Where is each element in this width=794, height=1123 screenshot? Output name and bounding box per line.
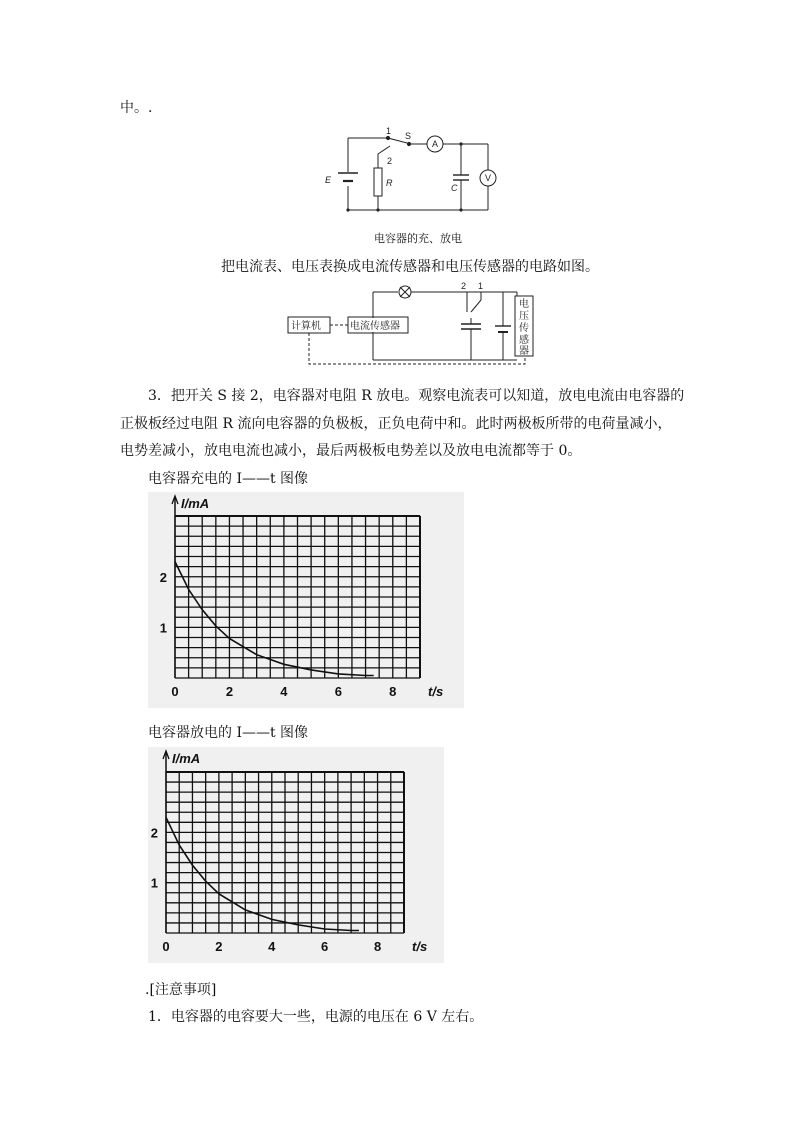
para3-line1: 3．把开关 S 接 2，电容器对电阻 R 放电。观察电流表可以知道，放电电流由电容器的 xyxy=(148,388,685,404)
para3-line3: 电势差减小，放电电流也减小，最后两极板电势差以及放电电流都等于 0。 xyxy=(120,443,582,459)
x-tick-label: 6 xyxy=(321,939,329,954)
x-tick-label: 8 xyxy=(389,684,397,699)
x-tick-label: 0 xyxy=(171,684,179,699)
y-axis-label: I/mA xyxy=(172,751,201,766)
x-axis-label: t/s xyxy=(428,684,444,699)
resistor-symbol xyxy=(374,168,382,196)
switch-pos1-label: 1 xyxy=(386,126,392,136)
y-tick-label: 1 xyxy=(159,620,167,636)
circuit-diagram-2 xyxy=(285,280,537,366)
x-tick-label: 4 xyxy=(280,684,288,699)
capacitor-label: C xyxy=(451,183,458,193)
y-tick-label: 2 xyxy=(150,825,158,841)
computer-label: 计算机 xyxy=(291,321,321,332)
resistor-label: R xyxy=(386,178,393,188)
y-axis-label: I/mA xyxy=(181,496,210,511)
voltage-sensor-char: 器 xyxy=(519,346,529,357)
circuit-diagram-1 xyxy=(318,122,504,222)
switch-pos2-label: 2 xyxy=(387,156,393,166)
switch2-pos2-label: 2 xyxy=(461,281,467,291)
switch-label: S xyxy=(405,131,412,141)
para3-line2: 正极板经过电阻 R 流向电容器的负极板，正负电荷中和。此时两极板所带的电荷量减小， xyxy=(120,416,672,432)
x-tick-label: 2 xyxy=(225,684,234,699)
notes-heading: .[注意事项] xyxy=(145,982,217,998)
voltage-sensor-char: 压 xyxy=(519,311,529,322)
circuit1-caption: 电容器的充、放电 xyxy=(374,232,462,245)
graph2-title: 电容器放电的 I——t 图像 xyxy=(148,725,309,741)
voltmeter-label: V xyxy=(485,173,492,183)
note-1: 1．电容器的电容要大一些，电源的电压在 6 V 左右。 xyxy=(148,1009,484,1025)
x-tick-label: 4 xyxy=(268,939,276,954)
ammeter-label: A xyxy=(432,139,439,149)
charge-current-chart xyxy=(148,492,464,708)
x-tick-label: 2 xyxy=(215,939,223,954)
x-axis-label: t/s xyxy=(412,939,428,954)
x-tick-label: 0 xyxy=(162,939,170,954)
voltage-sensor-char: 传 xyxy=(519,323,529,334)
top-fragment: 中。. xyxy=(120,100,153,116)
sensor-sentence: 把电流表、电压表换成电流传感器和电压传感器的电路如图。 xyxy=(221,259,599,275)
voltage-sensor-char: 电 xyxy=(519,299,529,310)
source-label: E xyxy=(325,175,332,185)
y-tick-label: 2 xyxy=(159,569,167,585)
x-tick-label: 6 xyxy=(334,684,342,699)
voltage-sensor-char: 感 xyxy=(519,335,529,346)
switch-blade-2 xyxy=(471,300,481,312)
current-sensor-label: 电流传感器 xyxy=(350,321,400,332)
x-tick-label: 8 xyxy=(373,939,382,954)
graph1-title: 电容器充电的 I——t 图像 xyxy=(148,471,309,487)
y-tick-label: 1 xyxy=(150,875,158,891)
switch2-pos1-label: 1 xyxy=(478,281,484,291)
discharge-current-chart xyxy=(148,747,444,963)
